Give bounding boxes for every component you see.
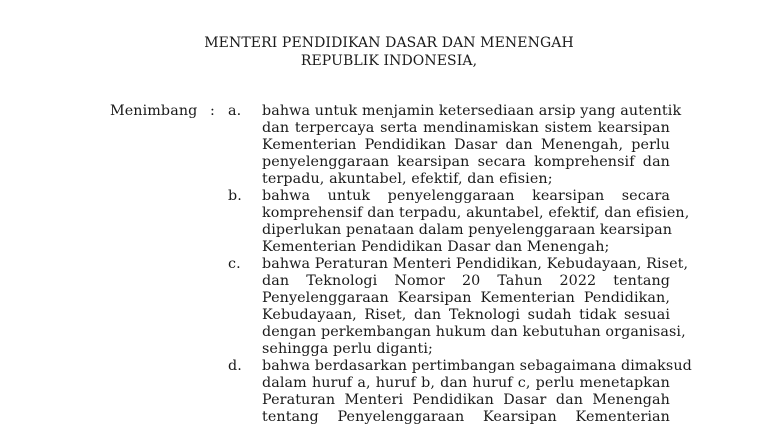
item-c-line: dengan perkembangan hukum dan kebutuhan organisasi, xyxy=(262,324,686,340)
item-c-letter: c. xyxy=(228,256,241,272)
item-d-line: dalam huruf a, huruf b, dan huruf c, perlu menetapkan xyxy=(262,375,670,391)
item-a-line: dan terpercaya serta mendinamiskan sistem kearsipan xyxy=(262,120,670,136)
considering-colon: : xyxy=(210,103,215,119)
item-d-letter: d. xyxy=(228,358,242,374)
item-a-letter: a. xyxy=(228,103,242,119)
item-d-text xyxy=(262,358,692,426)
item-d-line: tentang Penyelenggaraan Kearsipan Kementerian xyxy=(262,409,670,425)
considering-label: Menimbang xyxy=(110,103,198,119)
item-b-line: Kementerian Pendidikan Dasar dan Menengah; xyxy=(262,239,610,255)
item-c-line: dan Teknologi Nomor 20 Tahun 2022 tentang xyxy=(262,273,670,289)
item-b-line: bahwa untuk penyelenggaraan kearsipan secara xyxy=(262,188,670,204)
heading-minister: MENTERI PENDIDIKAN DASAR DAN MENENGAH xyxy=(204,35,574,51)
item-a-line: terpadu, akuntabel, efektif, dan efisien; xyxy=(262,171,553,187)
item-b-line: diperlukan penataan dalam penyelenggaraan kearsipan xyxy=(262,222,673,238)
item-d-line: bahwa berdasarkan pertimbangan sebagaimana dimaksud xyxy=(262,358,692,374)
item-a-line: penyelenggaraan kearsipan secara komprehensif dan xyxy=(262,154,670,170)
item-a-text xyxy=(262,103,682,188)
item-c-line: sehingga perlu diganti; xyxy=(262,341,433,357)
item-c-text xyxy=(262,256,689,358)
item-b-line: komprehensif dan terpadu, akuntabel, efektif, dan efisien, xyxy=(262,205,690,221)
item-c-line: Kebudayaan, Riset, dan Teknologi sudah tidak sesuai xyxy=(262,307,670,323)
heading-republic: REPUBLIK INDONESIA, xyxy=(300,53,478,69)
item-a-line: bahwa untuk menjamin ketersediaan arsip yang autentik xyxy=(262,103,682,119)
item-b-text xyxy=(262,188,690,256)
item-a-line: Kementerian Pendidikan Dasar dan Menengah, perlu xyxy=(262,137,670,153)
item-c-line: Penyelenggaraan Kearsipan Kementerian Pendidikan, xyxy=(262,290,670,306)
item-d-line: Peraturan Menteri Pendidikan Dasar dan Menengah xyxy=(262,392,670,408)
item-b-letter: b. xyxy=(228,188,242,204)
item-c-line: bahwa Peraturan Menteri Pendidikan, Kebudayaan, Riset, xyxy=(262,256,689,272)
